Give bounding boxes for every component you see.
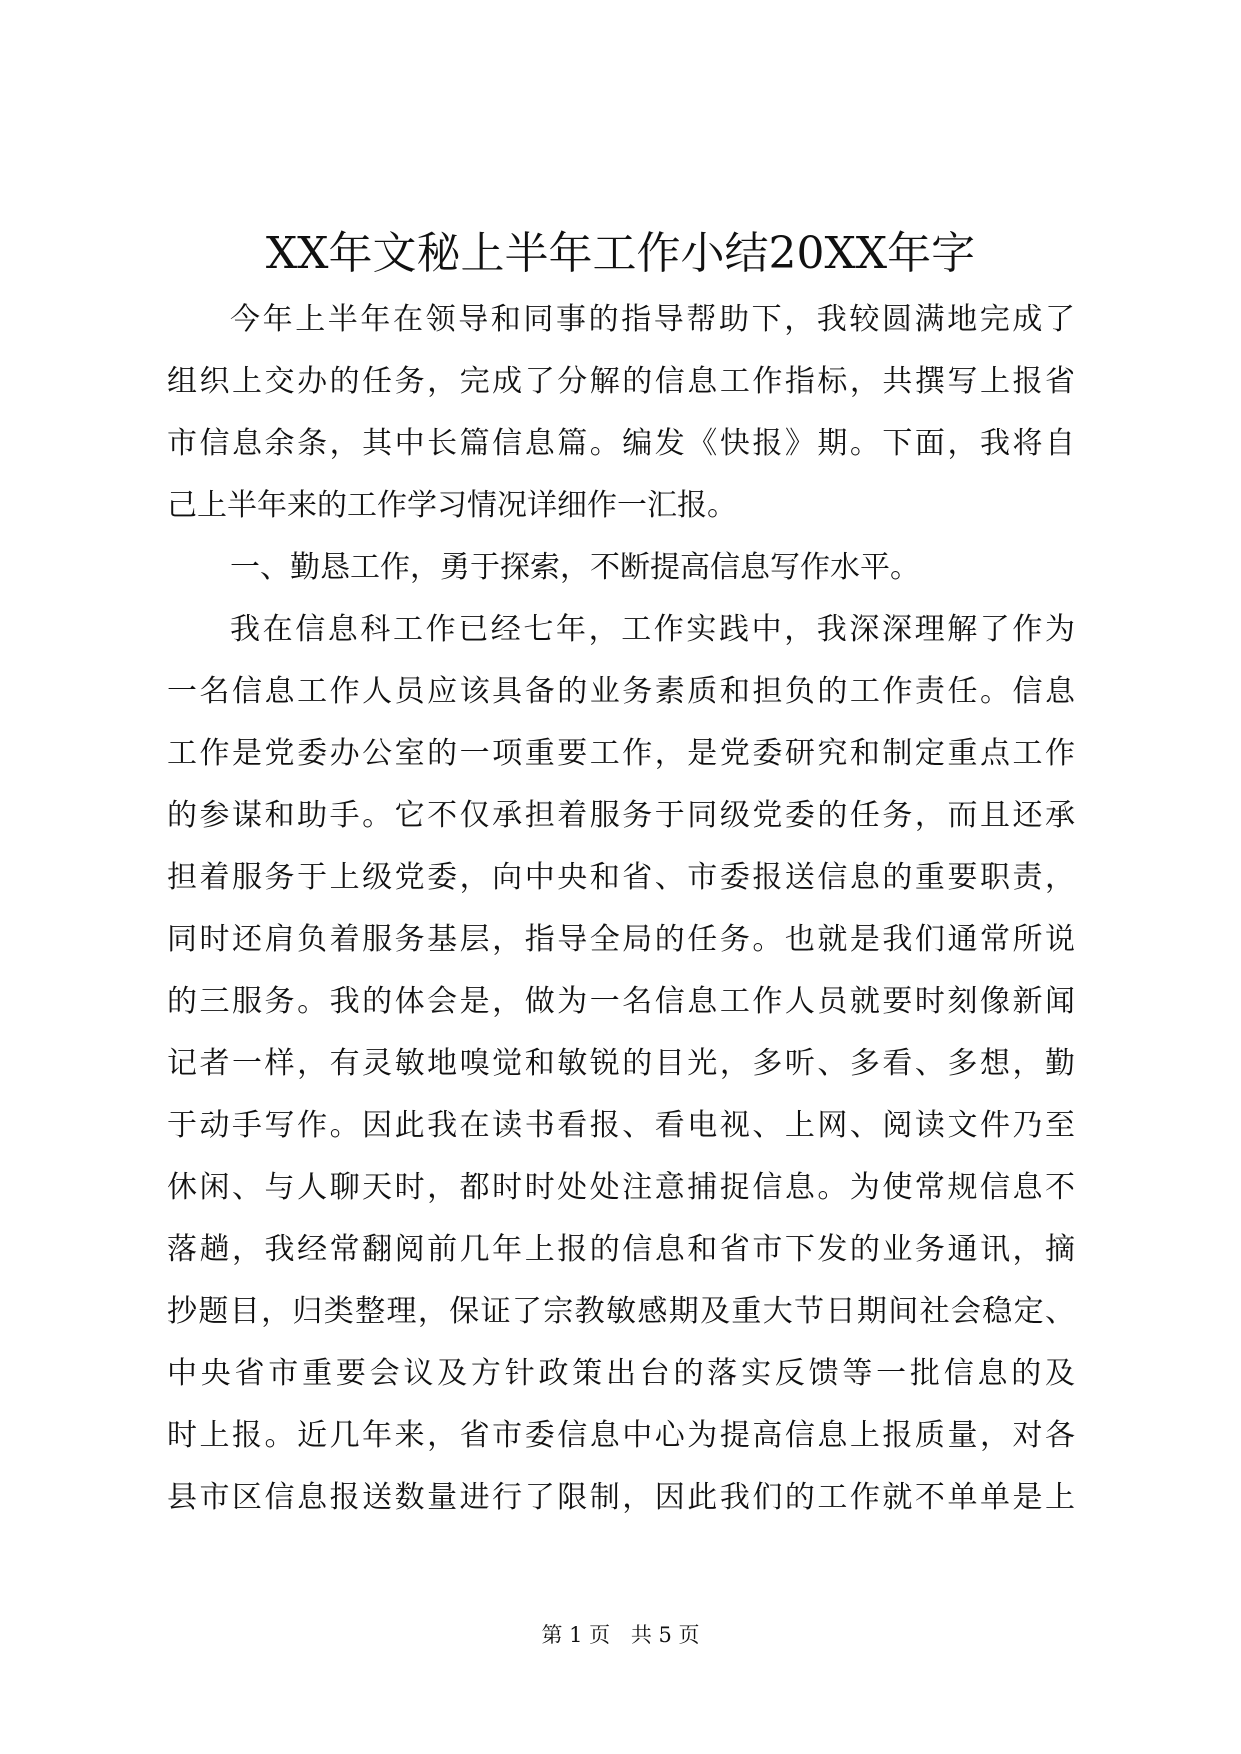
body-line: 一名信息工作人员应该具备的业务素质和担负的工作责任。信息	[167, 674, 1075, 709]
body-line: 时上报。近几年来，省市委信息中心为提高信息上报质量，对各	[167, 1418, 1075, 1453]
body-line: 同时还肩负着服务基层，指导全局的任务。也就是我们通常所说	[167, 922, 1075, 957]
body-line: 市信息余条，其中长篇信息篇。编发《快报》期。下面，我将自	[167, 426, 1075, 461]
body-line: 今年上半年在领导和同事的指导帮助下，我较圆满地完成了	[230, 302, 1075, 337]
body-line: 于动手写作。因此我在读书看报、看电视、上网、阅读文件乃至	[167, 1108, 1075, 1143]
document-body	[167, 289, 1075, 1529]
page-total: 共 5 页	[630, 1623, 700, 1647]
body-line: 县市区信息报送数量进行了限制，因此我们的工作就不单单是上	[167, 1480, 1075, 1515]
body-line: 记者一样，有灵敏地嗅觉和敏锐的目光，多听、多看、多想，勤	[167, 1046, 1075, 1081]
body-line: 工作是党委办公室的一项重要工作，是党委研究和制定重点工作	[167, 736, 1075, 771]
body-line: 组织上交办的任务，完成了分解的信息工作指标，共撰写上报省	[167, 364, 1075, 399]
body-line: 中央省市重要会议及方针政策出台的落实反馈等一批信息的及	[167, 1356, 1075, 1391]
body-line: 己上半年来的工作学习情况详细作一汇报。	[167, 488, 737, 523]
document-title: XX年文秘上半年工作小结20XX年字	[265, 228, 976, 279]
body-line: 的参谋和助手。它不仅承担着服务于同级党委的任务，而且还承	[167, 798, 1075, 833]
body-line: 落趟，我经常翻阅前几年上报的信息和省市下发的业务通讯，摘	[167, 1232, 1075, 1267]
page-footer	[0, 1620, 1241, 1650]
body-line: 一、勤恳工作，勇于探索，不断提高信息写作水平。	[230, 550, 920, 585]
body-line: 我在信息科工作已经七年，工作实践中，我深深理解了作为	[230, 612, 1075, 647]
page-number: 第 1 页	[541, 1623, 611, 1647]
body-line: 的三服务。我的体会是，做为一名信息工作人员就要时刻像新闻	[167, 984, 1075, 1019]
body-line: 担着服务于上级党委，向中央和省、市委报送信息的重要职责，	[167, 860, 1075, 895]
body-line: 抄题目，归类整理，保证了宗教敏感期及重大节日期间社会稳定、	[167, 1294, 1075, 1329]
body-line: 休闲、与人聊天时，都时时处处注意捕捉信息。为使常规信息不	[167, 1170, 1075, 1205]
